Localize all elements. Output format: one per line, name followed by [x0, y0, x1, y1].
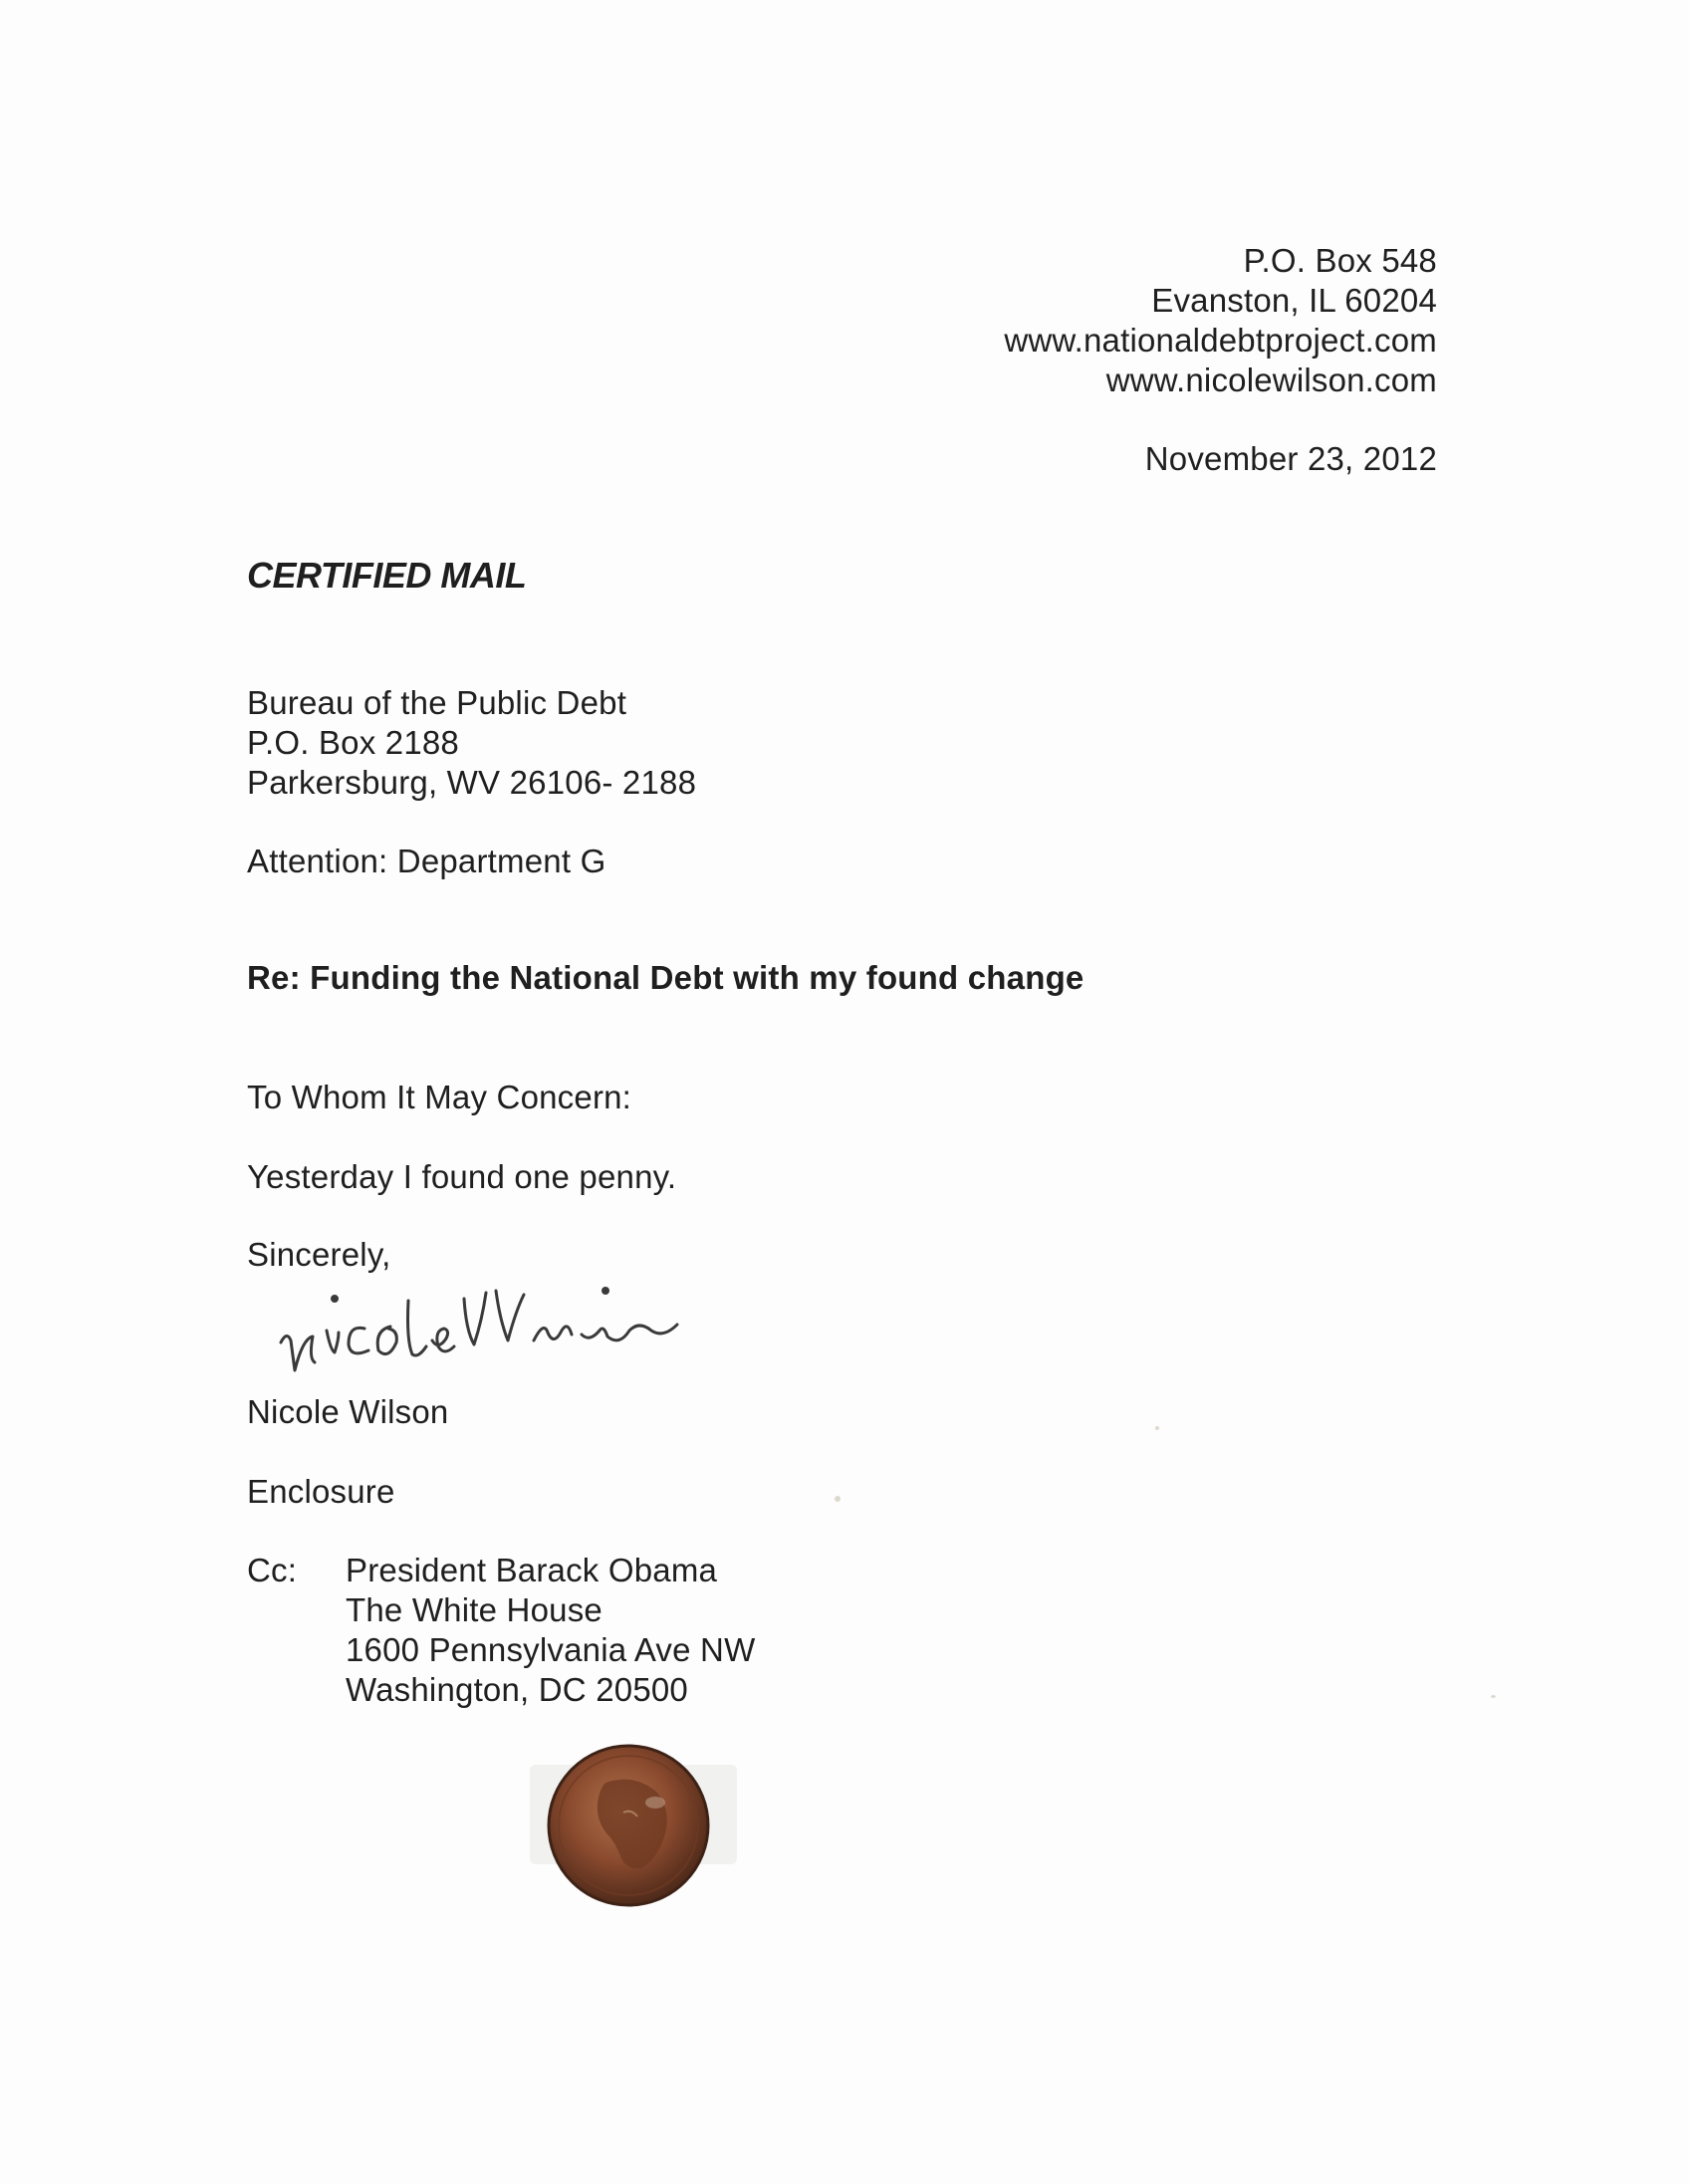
penny-coin-image: [546, 1743, 711, 1908]
recipient-address-line1: P.O. Box 2188: [247, 724, 459, 761]
scan-speck: [1491, 1695, 1496, 1698]
closing: Sincerely,: [247, 1236, 391, 1273]
recipient-address-line2: Parkersburg, WV 26106- 2188: [247, 764, 697, 801]
handwritten-signature: [269, 1281, 692, 1395]
salutation: To Whom It May Concern:: [247, 1079, 632, 1115]
enclosure-label: Enclosure: [247, 1473, 395, 1510]
certified-mail-label: CERTIFIED MAIL: [247, 555, 527, 596]
sender-website-1: www.nationaldebtproject.com: [1004, 322, 1437, 359]
scan-speck: [835, 1496, 841, 1502]
penny-enclosure: [530, 1743, 737, 1908]
cc-line-1: President Barack Obama: [346, 1552, 718, 1588]
scan-speck: [1155, 1426, 1159, 1430]
letter-body: Yesterday I found one penny.: [247, 1158, 677, 1195]
signer-name: Nicole Wilson: [247, 1393, 449, 1430]
recipient-name: Bureau of the Public Debt: [247, 684, 627, 721]
subject-line: Re: Funding the National Debt with my found change: [247, 959, 1085, 996]
cc-label: Cc:: [247, 1552, 298, 1588]
sender-address-line2: Evanston, IL 60204: [1151, 282, 1437, 319]
sender-address-line1: P.O. Box 548: [1243, 242, 1437, 279]
letter-date: November 23, 2012: [1144, 440, 1437, 477]
cc-line-4: Washington, DC 20500: [346, 1671, 688, 1708]
sender-website-2: www.nicolewilson.com: [1105, 362, 1437, 398]
cc-line-3: 1600 Pennsylvania Ave NW: [346, 1631, 756, 1668]
cc-line-2: The White House: [346, 1591, 603, 1628]
attention-line: Attention: Department G: [247, 843, 606, 879]
